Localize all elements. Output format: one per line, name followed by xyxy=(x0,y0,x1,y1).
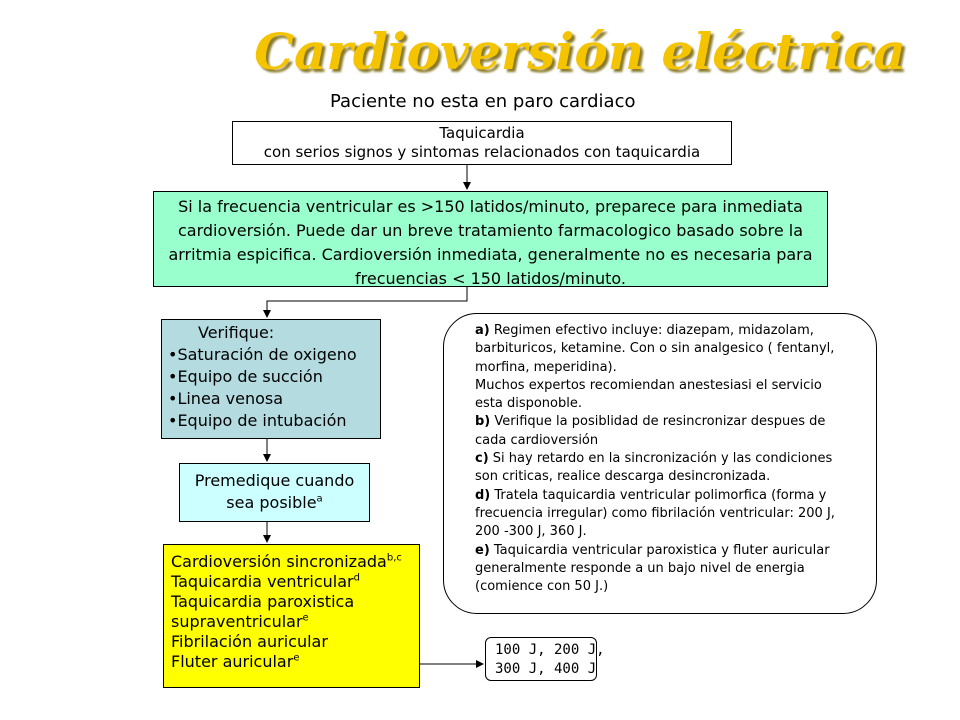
nota-e-line: (comience con 50 J.) xyxy=(475,579,609,595)
frecuencia-line1: Si la frecuencia ventricular es >150 latidos/minuto, preparece para inmediata xyxy=(178,197,803,216)
premedique-box xyxy=(179,463,370,522)
premedique-line2: sea posible$^a$ xyxy=(226,493,323,512)
verifique-box xyxy=(161,319,381,439)
verifique-item: •Equipo de intubación xyxy=(168,411,347,430)
frecuencia-line2: cardioversión. Puede dar un breve tratamiento farmacologico basado sobre la xyxy=(177,221,804,240)
cardioversion-box xyxy=(163,544,420,688)
nota-a-line: barbituricos, ketamine. Con o sin analgesico ( fentanyl, xyxy=(475,341,835,357)
page-title: Cardioversión eléctrica xyxy=(254,22,906,81)
energia-box xyxy=(485,637,605,681)
cardio-line4: supraventricular$^e$ xyxy=(171,612,309,631)
verifique-item: •Linea venosa xyxy=(168,389,284,408)
verifique-item: •Equipo de succión xyxy=(168,367,323,386)
frecuencia-line4: frecuencias < 150 latidos/minuto. xyxy=(354,269,627,288)
energia-line1: 100 J, 200 J, xyxy=(495,642,605,658)
nota-d-line: d) Tratela taquicardia ventricular polimorfica (forma y xyxy=(475,487,827,503)
nota-e-line: generalmente responde a un bajo nivel de energia xyxy=(475,560,805,576)
nota-d-line: frecuencia irregular) como fibrilación ventricular: 200 J, xyxy=(475,505,835,521)
nota-c-line: c) Si hay retardo en la sincronización y las condiciones xyxy=(475,451,833,467)
nota-a-line: esta disponoble. xyxy=(475,396,582,412)
nota-d-line: 200 -300 J, 360 J. xyxy=(475,524,587,540)
nota-e-line: e) Taquicardia ventricular paroxistica y fluter auricular xyxy=(475,542,830,558)
nota-b-line: cada cardioversión xyxy=(475,432,599,448)
nota-a-line: Muchos expertos recomiendan anestesiasi el servicio xyxy=(475,377,822,393)
cardio-line6: Fluter auricular$^e$ xyxy=(171,652,300,671)
nota-a-line: a) Regimen efectivo incluye: diazepam, midazolam, xyxy=(475,323,814,338)
verifique-item: •Saturación de oxigeno xyxy=(168,345,357,364)
taquicardia-line1: Taquicardia xyxy=(439,124,525,142)
frecuencia-box xyxy=(153,191,828,287)
frecuencia-line3: arritmia espicifica. Cardioversión inmediata, generalmente no es necesaria para xyxy=(168,245,813,264)
notas-box xyxy=(443,313,877,614)
energia-line2: 300 J, 400 J xyxy=(495,661,597,677)
arrow-freq-to-verify xyxy=(267,287,467,317)
cardio-line5: Fibrilación auricular xyxy=(171,632,328,651)
subtitle: Paciente no esta en paro cardiaco xyxy=(330,91,636,112)
nota-b-line: b) Verifique la posiblidad de resincronizar despues de xyxy=(475,414,826,430)
nota-c-line: son criticas, realice descarga desincronizada. xyxy=(475,469,771,485)
nota-a-line: morfina, meperidina). xyxy=(475,359,617,375)
taquicardia-line2: con serios signos y sintomas relacionados con taquicardia xyxy=(263,143,701,161)
premedique-line1: Premedique cuando xyxy=(194,471,355,490)
verifique-header: Verifique: xyxy=(198,323,275,342)
taquicardia-box xyxy=(232,121,732,165)
cardio-line1: Cardioversión sincronizada$^{b,c}$ xyxy=(171,552,402,571)
cardio-line2: Taquicardia ventricular$^d$ xyxy=(171,572,360,591)
cardio-line3: Taquicardia paroxistica xyxy=(171,592,355,611)
